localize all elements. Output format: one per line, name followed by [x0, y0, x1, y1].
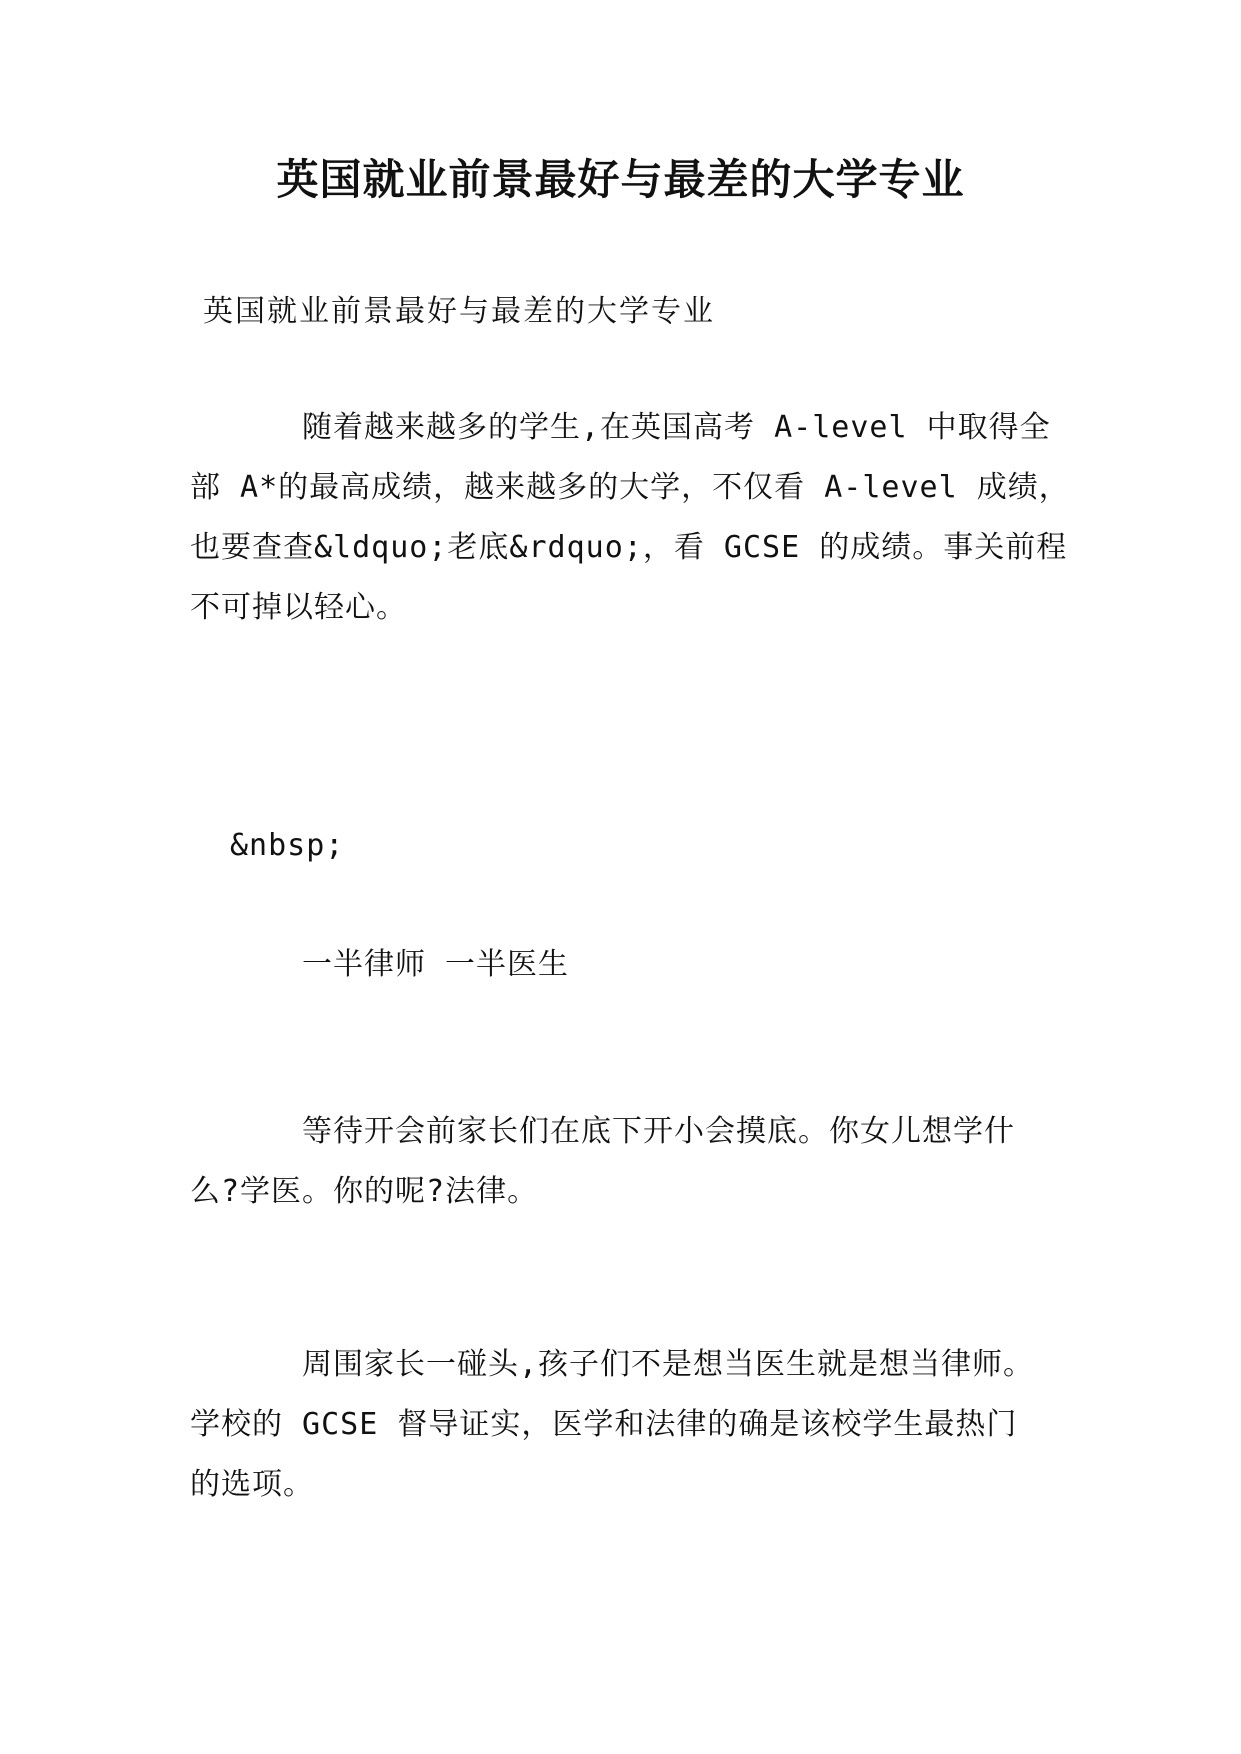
- section-heading: [190, 935, 1050, 995]
- document-title: 英国就业前景最好与最差的大学专业: [276, 155, 965, 204]
- paragraph-line: 学校的 GCSE 督导证实，医学和法律的确是该校学生最热门: [190, 1407, 1018, 1442]
- paragraph-line: 不可掉以轻心。: [190, 590, 407, 625]
- paragraph-line: 一半律师 一半医生: [302, 947, 570, 982]
- paragraph-line: 么?学医。你的呢?法律。: [190, 1174, 539, 1209]
- paragraph-line: &nbsp;: [230, 828, 345, 863]
- paragraph-line: 也要查查&ldquo;老底&rdquo;，看 GCSE 的成绩。事关前程: [190, 530, 1068, 565]
- paragraph-line: 周围家长一碰头,孩子们不是想当医生就是想当律师。: [302, 1347, 1035, 1382]
- paragraph-line: 等待开会前家长们在底下开小会摸底。你女儿想学什: [302, 1114, 1015, 1149]
- paragraph-intro: [190, 398, 1070, 638]
- paragraph-line: 的选项。: [190, 1467, 314, 1502]
- document-subtitle: 英国就业前景最好与最差的大学专业: [203, 294, 715, 329]
- paragraph-parents: [190, 1102, 1050, 1222]
- paragraph-line: 随着越来越多的学生,在英国高考 A-level 中取得全: [302, 410, 1051, 445]
- paragraph-options: [190, 1335, 1050, 1515]
- paragraph-line: 部 A*的最高成绩，越来越多的大学，不仅看 A-level 成绩，: [190, 470, 1070, 505]
- paragraph-nbsp: [230, 816, 1090, 876]
